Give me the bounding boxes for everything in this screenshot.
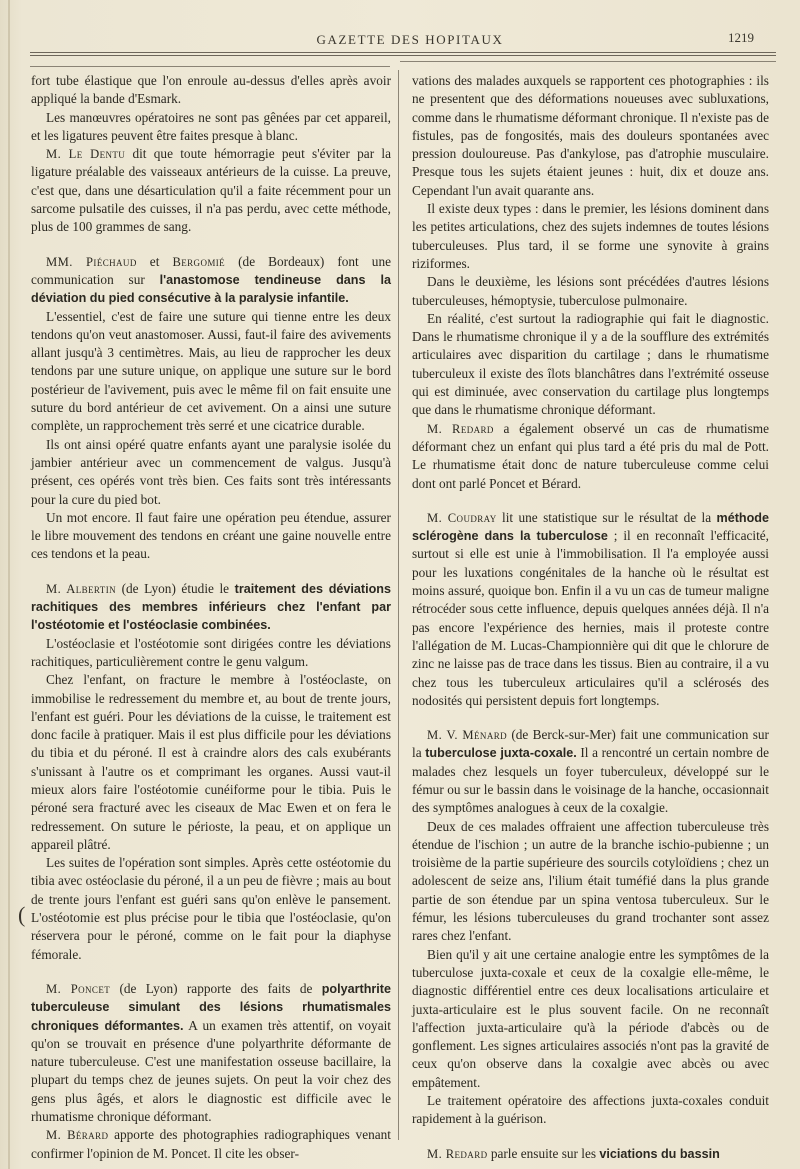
speaker-name: M. Redard [427,1146,488,1161]
paragraph-text: Les suites de l'opération sont simples. Après cette ostéotomie du tibia avec ostéoclasie du péroné, il a un peu de fièvre ; mais au bout de trente jours l'enfant est guéri sans qu'on enlève le pansement. L'ostéotomie est plus précise pour le tibia que l'ostéoclasie, qu'on réservera pour le péroné, comme on le fait pour la diaphyse fémorale. [31,855,391,962]
running-head [0,30,800,50]
speaker-name: M. V. Ménard [427,728,508,743]
speaker-name: Bergomié [172,254,226,269]
speaker-name: M. Coudray [427,510,497,525]
margin-bracket-mark: ( [18,902,26,927]
paragraph-text: ; il en reconnaît l'efficacité, surtout si elle est unie à l'immobilisation. Il l'a employée aussi pour les luxations congénitales de la hanche où le résultat est moins assuré, quoique bon. Enfin il a vu un cas de tumeur maligne rétrocéder sous cette influence, depuis quelques années déjà. Il n'a pas encore l'expérience des hernies, mais il proteste contre l'allégation de M. Lucas-Championnière qui dit que le chlorure de zinc ne laisse pas de trace dans les tissus. Bien au contraire, il a vu chez tous les tuberculeux articulaires qu'il a sclérosés des nodosités qui persistent depuis fort longtemps. [412,528,769,708]
communication-topic: tuberculose juxta-coxale. [425,746,577,761]
paragraph [412,1092,769,1129]
paragraph-text: Un mot encore. Il faut faire une opération peu étendue, assurer le libre mouvement des tendons en créant une gaine nouvelle entre ces tendons et la peau. [31,509,391,562]
paragraph-text: fort tube élastique que l'on enroule au-dessus d'elles après avoir appliqué la bande d'Esmark. [31,73,391,107]
paragraph-text: et [136,253,173,269]
paragraph [31,671,391,854]
paragraph [412,310,769,420]
paragraph-text: Il existe deux types : dans le premier, les lésions dominent dans les petites articulations, chez des sujets indemnes de toutes lésions tuberculeuses. Plus tard, il se forme une synovite à grains riziformes. [412,201,769,271]
paragraph [412,509,769,710]
speaker-name: M. Poncet [46,981,111,996]
paragraph [31,635,391,672]
paragraph [31,436,391,509]
speaker-name: M. Le Dentu [46,147,126,162]
communication-topic: viciations du bassin [599,1146,720,1161]
paragraph [412,726,769,817]
paragraph [31,308,391,436]
header-rule-double [30,55,776,56]
communication-topic: traitement des déviations rachitiques des membres inférieurs chez l'enfant par l'ostéotomie et l'ostéoclasie combinées. [31,581,392,633]
paragraph [412,72,769,200]
paragraph [31,145,391,236]
paragraph-text: vations des malades auxquels se rapportent ces photographies : ils ne presentent que des déformations noueuses avec subluxations, comme dans le rhumatisme déformant chronique. Il n'existe pas de fistules, pas de fongosités, mais des douleurs spontanées avec pression douloureuse. Pas d'ankylose, pas d'atrophie musculaire. Presque tous les sujets étaient jeunes : huit, dix et douze ans. Cependant l'un avait quarante ans. [412,73,769,198]
paragraph [412,818,769,946]
paragraph [31,109,391,146]
paragraph [31,72,391,109]
paragraph-text: L'ostéoclasie et l'ostéotomie sont dirigées contre les déviations rachitiques, particulièrement contre le genu valgum. [31,635,391,669]
paragraph-text: Il a rencontré un certain nombre de malades chez lesquels un foyer tuberculeux, développé sur le fémur ou sur le bassin dans le voisinage de la hanche, occasionnait des symptômes analogues à ceux de la coxalgie. [412,745,769,816]
column-divider [398,70,399,1140]
paragraph-text: Bien qu'il y ait une certaine analogie entre les symptômes de la tuberculose juxta-coxale et ceux de la coxalgie elle-même, le diagnostic différentiel entre ces deux localisations articulaire et juxta-articulaire est le plus souvent facile. On ne reconnaît l'affection juxta-articulaire qu'à la période d'abcès ou de gonflement. Les signes articulaires associés n'ont pas la gravité de ceux qu'on observe dans la coxalgie avec abcès ou avec empâtement. [412,946,769,1090]
paragraph-text: (de Bordeaux) font une communication sur [31,253,392,287]
paragraph [412,273,769,310]
paragraph-text: Le traitement opératoire des affections juxta-coxales conduit rapidement à la guérison. [412,1093,769,1127]
journal-title: GAZETTE DES HOPITAUX [316,32,504,47]
paragraph [412,946,769,1092]
paragraph-text: (de Lyon) étudie le [116,580,235,596]
speaker-name: M. Albertin [46,581,116,596]
speaker-name: M. Bérard [46,1128,109,1143]
communication-topic: l'anastomose tendineuse dans la déviation du pied consécutive à la paralysie infantile. [31,272,391,306]
paragraph-text: a également observé un cas de rhumatisme déformant chez un enfant qui plus tard a été pris du mal de Pott. Le rhumatisme était donc de nature tuberculeuse comme celui dont ont parlé Poncet et Bérard. [412,420,769,491]
paragraph [31,580,391,635]
communication-topic: polyarthrite tuberculeuse simulant des lésions rhumatismales chroniques déformantes. [31,981,391,1033]
paragraph [412,1145,769,1163]
left-column-top-rule [30,66,390,67]
paragraph-text: A un examen très attentif, on voyait qu'on se trouvait en présence d'une polyarthrite déformante de nature tuberculeuse. C'est une manifestation osseuse bacillaire, la plupart du temps chez de jeunes sujets. On peut la voir chez des gens plus âgés, et alors le diagnostic est difficile avec le rhumatisme chronique déformant. [31,1017,391,1125]
paragraph [412,420,769,493]
paragraph-text: Ils ont ainsi opéré quatre enfants ayant une paralysie isolée du jambier antérieur avec un commencement de valgus. Jusqu'à présent, ces opérés vont très bien. Ces faits sont très intéressants pour la cure du pied bot. [31,436,391,507]
paragraph-text: En réalité, c'est surtout la radiographie qui fait le diagnostic. Dans le rhumatisme chronique il y a de la soufflure des extrémités articulaires avec disparition du cartilage ; dans le rhumatisme tuberculeux il existe des îlots blanchâtres dans l'extrémité osseuse qui est diminuée, avec conservation du cartilage plus longtemps que dans le rhumatisme chronique déformant. [412,310,769,418]
paragraph-text: Deux de ces malades offraient une affection tuberculeuse très étendue de l'ischion ; un autre de la branche ischio-pubienne ; un troisième de la partie supérieure des sourcils cotyloïdiens ; chez un adolescent de seize ans, l'ilium était tuméfié dans la plus grande partie de son étendue par un spina ventosa tuberculeux. Sur le fémur, les lésions tuberculeuses du grand trochanter sont assez rares chez l'enfant. [412,818,769,944]
paragraph-text: (de Berck-sur-Mer) fait une communication sur la [412,727,769,761]
right-column [412,72,769,1163]
communication-topic: méthode sclérogène dans la tuberculose [412,510,769,544]
page-number: 1219 [728,30,754,45]
paragraph [412,200,769,273]
paragraph-text: dit que toute hémorragie peut s'éviter par la ligature préalable des vaisseaux antérieurs de la cuisse. La preuve, c'est que, dans une désarticulation qu'il a faite récemment pour un sarcome pulsatile des cuisses, il n'a pas perdu, avec cette méthode, plus de 100 grammes de sang. [31,146,391,235]
binding-gutter [8,0,10,1169]
header-rule [30,52,776,53]
paragraph [31,854,391,964]
paragraph-text: Dans le deuxième, les lésions sont précédées d'autres lésions tuberculeuses, hémoptysie, tuberculose pulmonaire. [412,274,769,308]
paragraph [31,1126,391,1163]
paragraph-text: apporte des photographies radiographiques venant confirmer l'opinion de M. Poncet. Il cite les obser- [31,1127,391,1161]
paragraph-text: Chez l'enfant, on fracture le membre à l'ostéoclaste, on immobilise le redressement du membre et, au bout de trente jours, l'enfant est guéri. Pour les déviations de la cuisse, le traitement est donc facile à pratiquer. Mais il est plus difficile pour les déviations du tibia et du péroné. Il est à craindre alors des cals exubérants s'unissant à l'autre os et comprimant les organes. Aussi vaut-il mieux alors faire l'ostéotomie cunéiforme pour le tibia. Puis le péroné sera fracturé avec les ciseaux de Mac Ewen et on fera le redressement. On suture le périoste, la peau, et on applique un appareil plâtré. [31,672,391,852]
paragraph [31,980,391,1126]
paragraph [31,253,391,308]
paragraph-text: Les manœuvres opératoires ne sont pas gênées par cet appareil, et les ligatures peuvent être faites presque à blanc. [31,109,391,143]
right-column-top-rule [400,61,776,62]
paragraph-text: L'essentiel, c'est de faire une suture qui tienne entre les deux tendons qu'on veut anastomoser. Aussi, faut-il faire des avivements allant jusqu'à 3 centimètres. Mais, au lieu de rapprocher les deux tendons par une suture unique, on applique une suture sur le bord postérieur de l'avivement, puis avec le même fil on fait ensuite une suture du bord antérieur de cet avivement. On a ainsi une suture complète, un rapprochement très serré et une cicatrice durable. [31,308,391,434]
speaker-name: MM. Piéchaud [46,254,137,269]
paragraph [31,509,391,564]
speaker-name: M. Redard [427,421,494,436]
paragraph-text: parle ensuite sur les [487,1145,600,1161]
paragraph-text: (de Lyon) rapporte des faits de [110,980,322,996]
paragraph-text: lit une statistique sur le résultat de la [496,509,717,525]
left-column [31,72,391,1163]
